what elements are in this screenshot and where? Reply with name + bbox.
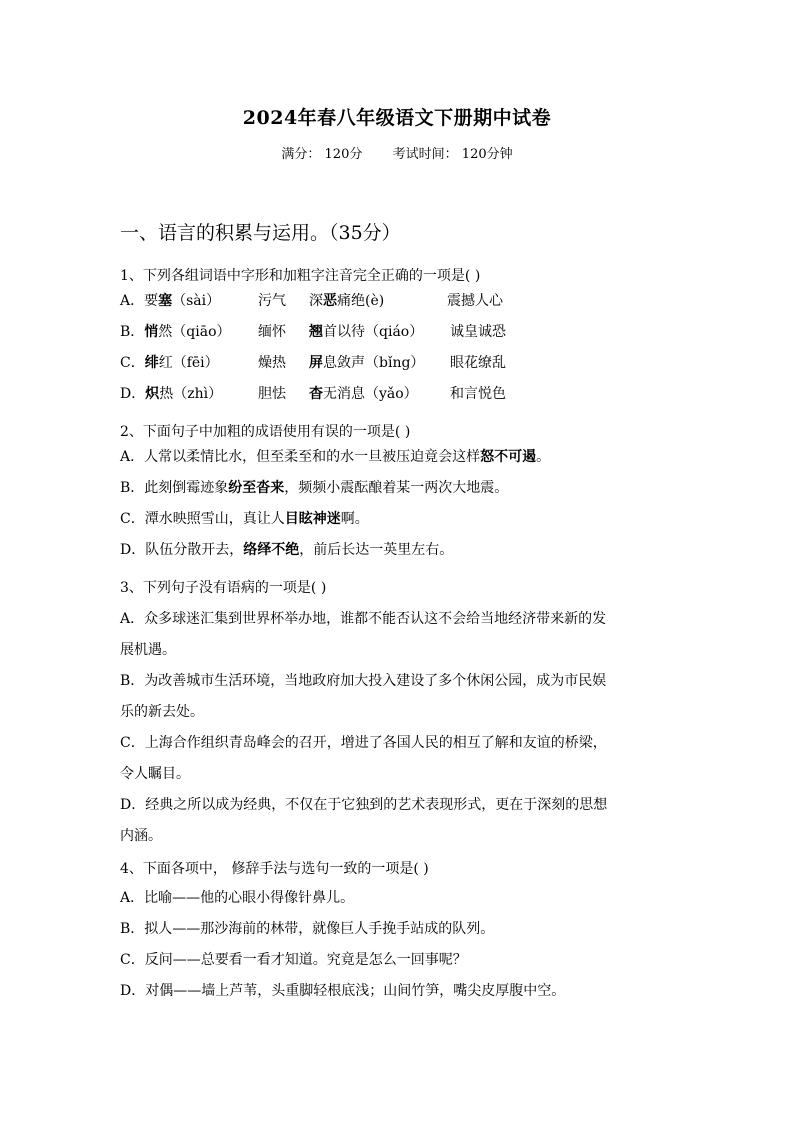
q2-stem: 2、下面句子中加粗的成语使用有误的一项是( ): [120, 424, 411, 440]
score-value: 120分: [324, 147, 363, 162]
q3-option-d-line2: 内涵。: [120, 828, 162, 844]
q3-option-c-line2: 令人瞩目。: [120, 766, 190, 782]
q2-b-idiom: 纷至沓来: [228, 480, 285, 496]
section-heading: 一、语言的积累与运用。（35分）: [120, 222, 401, 244]
q1-stem: 1、下列各组词语中字形和加粗字注音完全正确的一项是( ): [120, 268, 481, 284]
q2-option-c: C．潭水映照雪山，真让人目眩神迷啊。: [120, 511, 369, 527]
q4-option-c: C．反问——总要看一看才知道。究竟是怎么一回事呢？: [120, 952, 467, 968]
q1-c-word3-bold: 屏: [309, 355, 323, 371]
q1-c-bold: 绯: [144, 355, 159, 371]
q1-c-word3-post: 息敛声（bǐng）: [323, 355, 425, 371]
q4-stem: 4、下面各项中， 修辞手法与选句一致的一项是( ): [120, 861, 429, 877]
q1-a-text: A．要: [120, 293, 159, 309]
q3-option-b-line1: B．为改善城市生活环境，当地政府加大投入建设了多个休闲公园，成为市民娱: [120, 673, 607, 689]
q2-a-idiom: 怒不可遏: [480, 449, 537, 465]
time-value: 120分钟: [461, 147, 513, 162]
q3-option-a-line1: A．众多球迷汇集到世界杯举办地，谁都不能否认这不会给当地经济带来新的发: [120, 611, 607, 627]
q1-a-word3-bold: 恶: [323, 293, 337, 309]
q3-option-c-line1: C．上海合作组织青岛峰会的召开，增进了各国人民的相互了解和友谊的桥梁，: [120, 735, 607, 751]
q1-b-word3-post: 首以待（qiáo）: [323, 324, 424, 340]
q3-option-d-line1: D．经典之所以成为经典，不仅在于它独到的艺术表现形式，更在于深刻的思想: [120, 797, 608, 813]
q2-option-a: A．人常以柔情比水，但至柔至和的水一旦被压迫竟会这样怒不可遏。: [120, 449, 551, 465]
q1-d-bold: 炽: [145, 386, 160, 402]
q1-b-word4: 诚皇诚恐: [450, 324, 506, 340]
q2-option-d: D．队伍分散开去，络绎不绝，前后长达一英里左右。: [120, 542, 454, 558]
q1-c-word2: 燥热: [258, 355, 286, 371]
q4-option-d: D．对偶——墙上芦苇，头重脚轻根底浅；山间竹笋，嘴尖皮厚腹中空。: [120, 983, 566, 999]
q1-d-word3-post: 无消息（yǎo）: [323, 386, 418, 402]
q1-b-word2: 缅怀: [258, 324, 286, 340]
q1-d-word4: 和言悦色: [450, 386, 506, 402]
q3-option-b-line2: 乐的新去处。: [120, 704, 204, 720]
q1-a-pinyin: （sài）: [172, 293, 221, 309]
q1-b-bold: 悄: [144, 324, 159, 340]
q1-c-word4: 眼花缭乱: [450, 355, 506, 371]
score-label: 满分：: [281, 147, 321, 162]
exam-meta: [0, 143, 794, 162]
exam-title: 2024年春八年级语文下册期中试卷: [242, 107, 552, 129]
q1-b-word3-bold: 翘: [309, 324, 323, 340]
q1-d-word3-bold: 杳: [309, 386, 323, 402]
q1-d-label: D．: [120, 386, 146, 402]
q1-b-label: B．: [120, 324, 145, 340]
q1-c-label: C．: [120, 355, 145, 371]
q3-option-a-line2: 展机遇。: [120, 642, 176, 658]
q1-a-bold: 塞: [158, 293, 173, 309]
q1-d-word2: 胆怯: [258, 386, 286, 402]
q3-stem: 3、下列句子没有语病的一项是( ): [120, 580, 327, 596]
q2-c-idiom: 目眩神迷: [284, 511, 341, 527]
q1-a-word3-post: 痛绝(è): [337, 293, 385, 309]
q1-c-pinyin: 红（fēi）: [158, 355, 219, 371]
q1-a-word2: 污气: [258, 293, 286, 309]
q1-d-pinyin: 热（zhì）: [159, 386, 223, 402]
q1-a-word3-pre: 深: [309, 293, 323, 309]
q2-option-b: B．此刻倒霉迹象纷至沓来，频频小震酝酿着某一两次大地震。: [120, 480, 509, 496]
time-label: 考试时间：: [392, 147, 458, 162]
q1-b-pinyin: 然（qiāo）: [158, 324, 231, 340]
q1-a-word4: 震撼人心: [447, 293, 503, 309]
q4-option-b: B．拟人——那沙海前的林带，就像巨人手挽手站成的队列。: [120, 921, 495, 937]
q2-d-idiom: 络绎不绝: [243, 542, 300, 558]
q4-option-a: A．比喻——他的心眼小得像针鼻儿。: [120, 890, 355, 906]
